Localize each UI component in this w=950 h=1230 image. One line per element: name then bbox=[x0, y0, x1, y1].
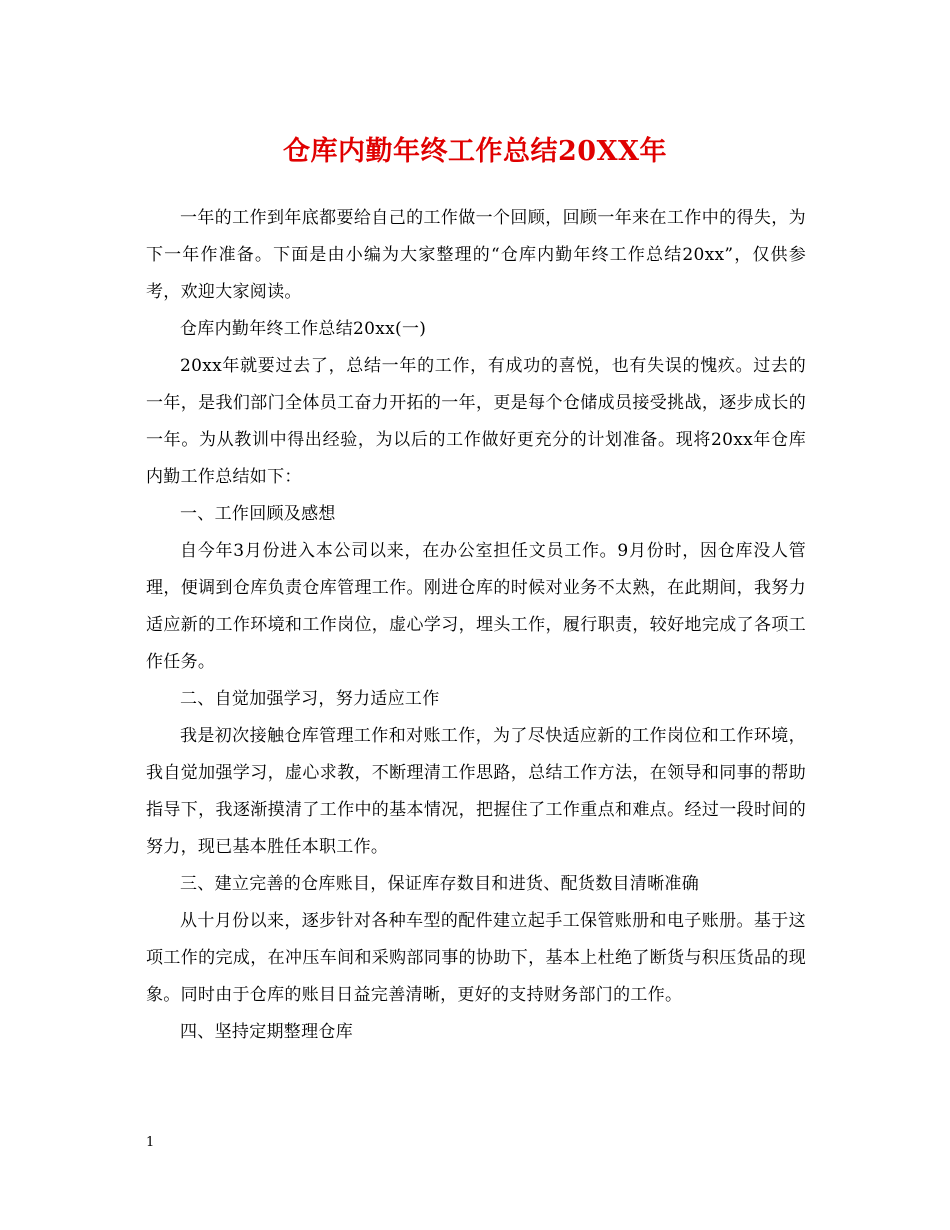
body-paragraph-3: 从十月份以来，逐步针对各种车型的配件建立起手工保管账册和电子账册。基于这项工作的完成，在冲压车间和采购部同事的协助下，基本上杜绝了断货与积压货品的现象。同时由于仓库的账目日益完善清晰，更好的支持财务部门的工作。 bbox=[146, 911, 806, 1005]
document-body bbox=[146, 200, 806, 1051]
body-paragraph-1: 自今年3月份进入本公司以来，在办公室担任文员工作。9月份时，因仓库没人管理，便调到仓库负责仓库管理工作。刚进仓库的时候对业务不太熟，在此期间，我努力适应新的工作环境和工作岗位，虚心学习，埋头工作，履行职责，较好地完成了各项工作任务。 bbox=[146, 541, 806, 672]
section-heading-2: 二、自觉加强学习，努力适应工作 bbox=[180, 689, 440, 709]
section-heading-1: 一、工作回顾及感想 bbox=[180, 504, 336, 524]
body-paragraph-2: 我是初次接触仓库管理工作和对账工作，为了尽快适应新的工作岗位和工作环境，我自觉加强学习，虚心求教，不断理清工作思路，总结工作方法，在领导和同事的帮助指导下，我逐渐摸清了工作中的基本情况，把握住了工作重点和难点。经过一段时间的努力，现已基本胜任本职工作。 bbox=[146, 726, 806, 857]
page-number: 1 bbox=[146, 1135, 155, 1150]
section-heading-4: 四、坚持定期整理仓库 bbox=[180, 1022, 353, 1042]
document-title: 仓库内勤年终工作总结20XX年 bbox=[283, 136, 667, 167]
section-heading-part-one: 仓库内勤年终工作总结20xx(一) bbox=[180, 319, 427, 339]
section-heading-3: 三、建立完善的仓库账目，保证库存数目和进货、配货数目清晰准确 bbox=[180, 874, 699, 894]
intro-paragraph: 一年的工作到年底都要给自己的工作做一个回顾，回顾一年来在工作中的得失，为下一年作准备。下面是由小编为大家整理的“仓库内勤年终工作总结20xx”，仅供参考，欢迎大家阅读。 bbox=[146, 208, 806, 302]
overview-paragraph: 20xx年就要过去了，总结一年的工作，有成功的喜悦，也有失误的愧疚。过去的一年，是我们部门全体员工奋力开拓的一年，更是每个仓储成员接受挑战，逐步成长的一年。为从教训中得出经验，为以后的工作做好更充分的计划准备。现将20xx年仓库内勤工作总结如下： bbox=[146, 356, 806, 487]
